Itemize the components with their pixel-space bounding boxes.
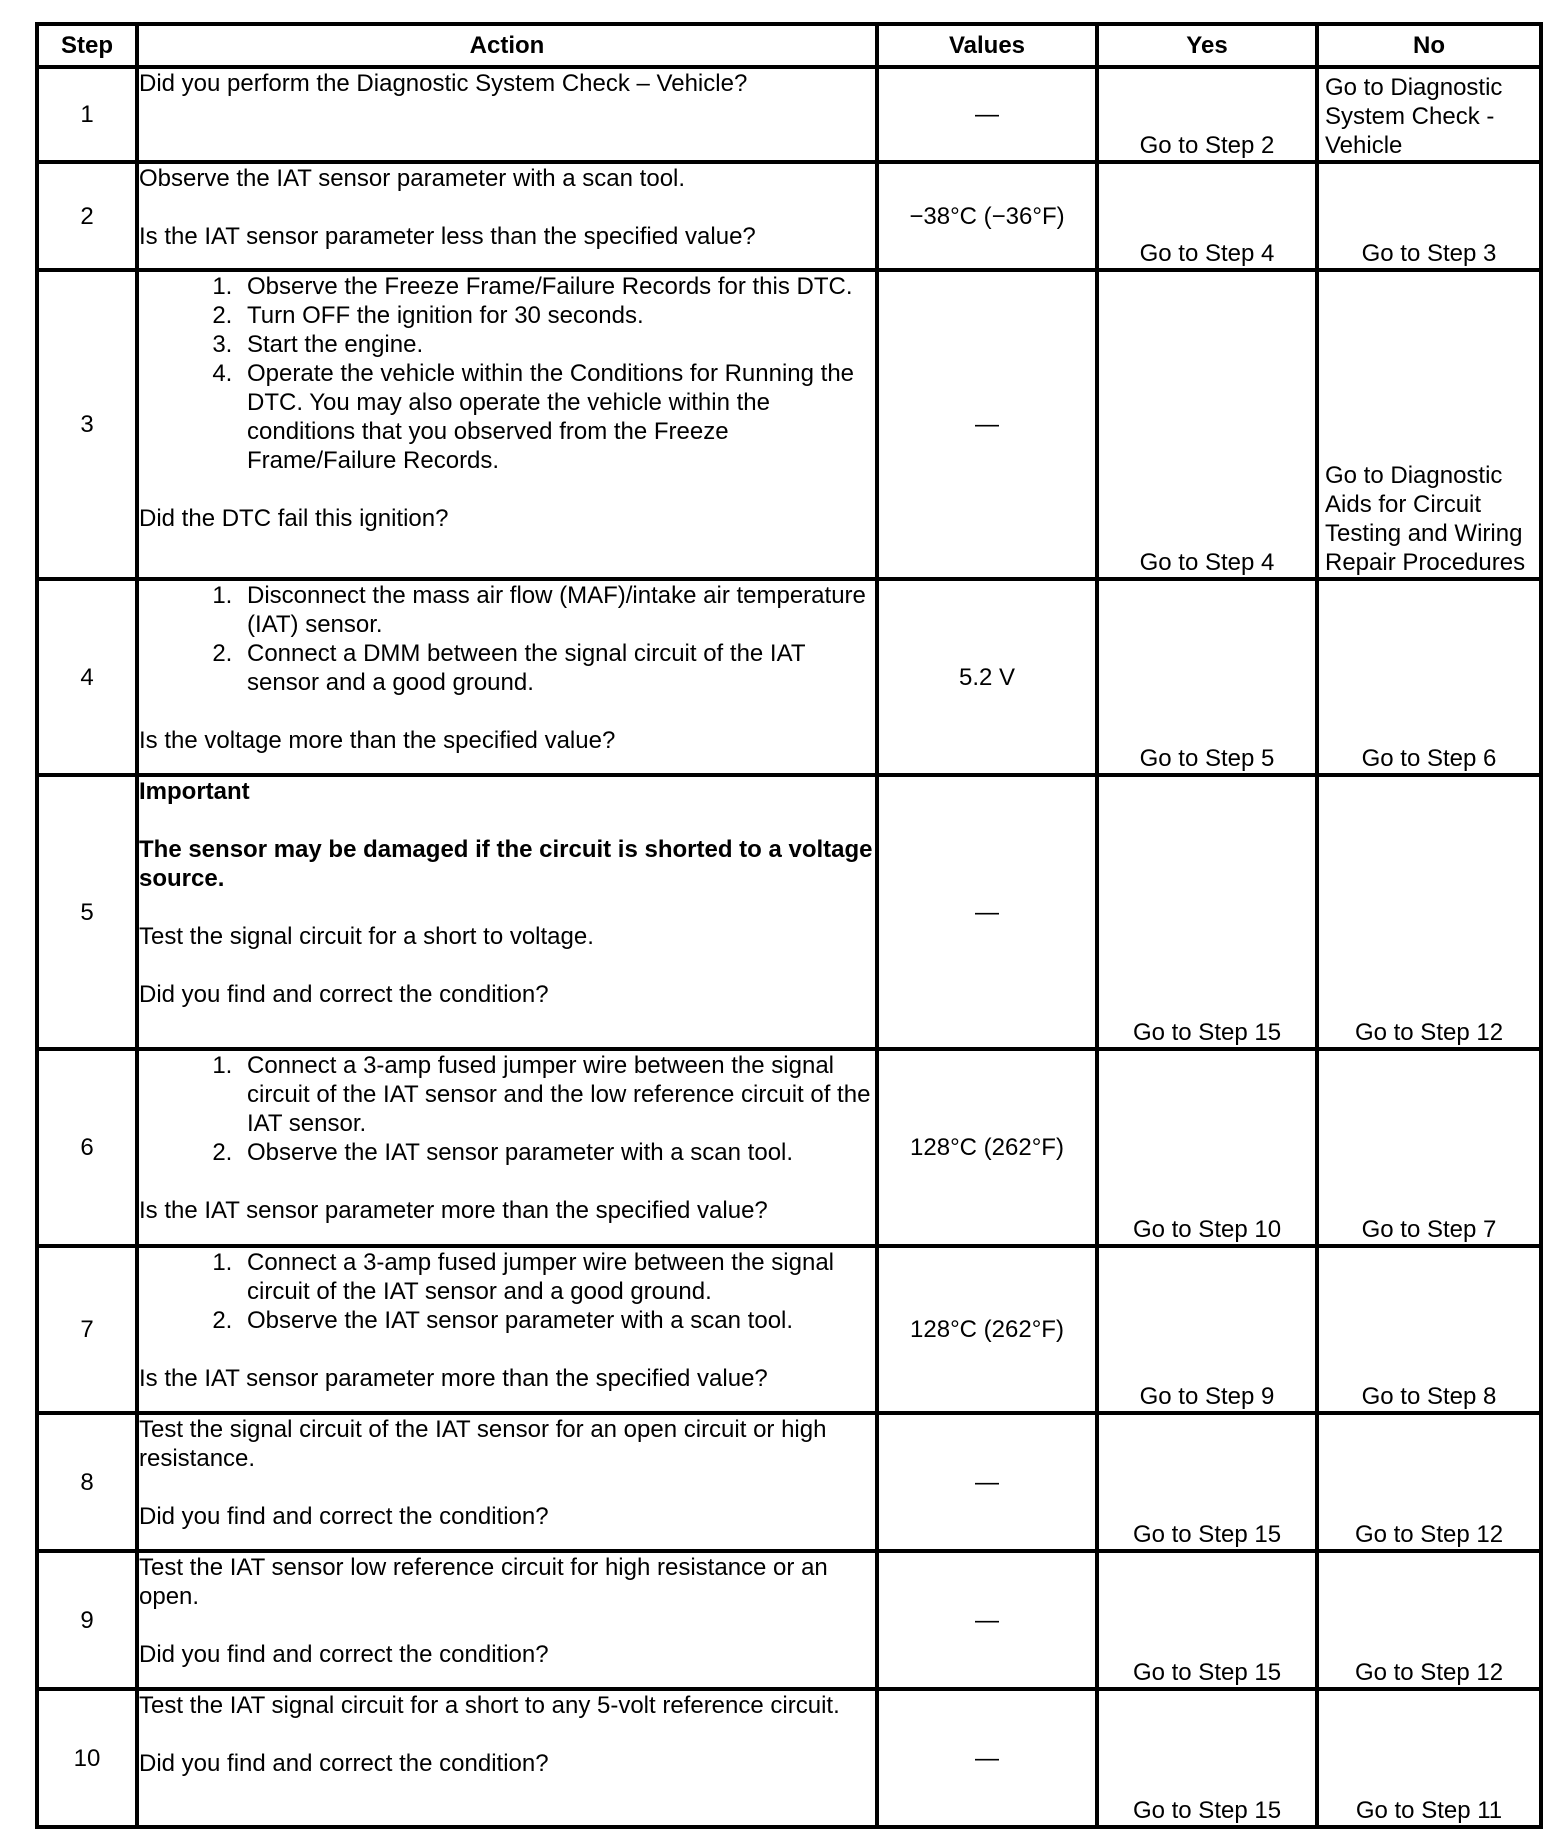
table-row [37,67,1541,162]
no-cell: Go to Diagnostic System Check - Vehicle [1317,67,1541,162]
step-number: 9 [37,1551,137,1689]
header-no: No [1317,24,1541,67]
header-step: Step [37,24,137,67]
action-cell [137,775,877,1049]
yes-cell: Go to Step 5 [1097,579,1317,775]
no-cell: Go to Step 3 [1317,162,1541,270]
table-row [37,162,1541,270]
yes-cell: Go to Step 15 [1097,775,1317,1049]
step-number: 4 [37,579,137,775]
action-cell [137,1689,877,1827]
action-question: Is the IAT sensor parameter more than the specified value? [139,1197,768,1224]
action-cell [137,1551,877,1689]
no-cell: Go to Step 7 [1317,1049,1541,1246]
yes-cell: Go to Step 4 [1097,270,1317,579]
step-number: 1 [37,67,137,162]
action-text: Test the signal circuit for a short to voltage. [139,923,594,950]
action-steps [139,1248,875,1335]
important-text: The sensor may be damaged if the circuit is shorted to a voltage source. [139,836,873,892]
action-question: Did the DTC fail this ignition? [139,505,449,532]
value-cell: — [877,1413,1097,1551]
action-text: Observe the IAT sensor parameter with a scan tool. [139,165,686,192]
value-cell: 128°C (262°F) [877,1049,1097,1246]
action-cell [137,270,877,579]
step-number: 7 [37,1246,137,1413]
yes-cell: Go to Step 4 [1097,162,1317,270]
no-cell: Go to Step 12 [1317,1413,1541,1551]
yes-cell: Go to Step 15 [1097,1413,1317,1551]
action-question: Did you find and correct the condition? [139,1750,549,1777]
action-steps [139,581,875,697]
step-number: 6 [37,1049,137,1246]
no-cell: Go to Step 8 [1317,1246,1541,1413]
action-question: Did you find and correct the condition? [139,1503,549,1530]
value-cell: — [877,1551,1097,1689]
list-item: 2. Connect a DMM between the signal circuit of the IAT sensor and a good ground. [239,639,875,697]
action-text: Did you perform the Diagnostic System Check – Vehicle? [139,70,748,97]
value-cell: — [877,775,1097,1049]
table-row [37,1246,1541,1413]
action-text: Test the signal circuit of the IAT sensor for an open circuit or high resistance. [139,1416,827,1472]
action-question: Did you find and correct the condition? [139,1641,549,1668]
action-cell [137,1413,877,1551]
no-cell: Go to Step 11 [1317,1689,1541,1827]
yes-cell: Go to Step 9 [1097,1246,1317,1413]
action-question: Is the IAT sensor parameter more than the specified value? [139,1365,768,1392]
step-number: 5 [37,775,137,1049]
table-row [37,1049,1541,1246]
header-row [37,24,1541,67]
list-item: 4. Operate the vehicle within the Conditions for Running the DTC. You may also operate the vehicle within the conditions that you observed from the Freeze Frame/Failure Records. [239,359,875,475]
value-cell: — [877,1689,1097,1827]
important-title: Important [139,778,250,805]
action-steps [139,272,875,475]
table-row [37,1689,1541,1827]
step-number: 8 [37,1413,137,1551]
step-number: 3 [37,270,137,579]
value-cell: 128°C (262°F) [877,1246,1097,1413]
table-row [37,579,1541,775]
no-cell: Go to Step 12 [1317,775,1541,1049]
table-row [37,270,1541,579]
value-cell: — [877,270,1097,579]
list-item: 1. Connect a 3-amp fused jumper wire between the signal circuit of the IAT sensor and a good ground. [239,1248,875,1306]
list-item: 2. Observe the IAT sensor parameter with a scan tool. [239,1138,875,1167]
table-row [37,1413,1541,1551]
action-text: Test the IAT sensor low reference circuit for high resistance or an open. [139,1554,828,1610]
action-question: Is the IAT sensor parameter less than the specified value? [139,223,756,250]
value-cell: −38°C (−36°F) [877,162,1097,270]
action-cell [137,1246,877,1413]
header-action: Action [137,24,877,67]
action-question: Is the voltage more than the specified value? [139,727,616,754]
action-cell [137,579,877,775]
diagnostic-table [35,22,1543,1829]
action-cell [137,67,877,162]
action-question: Did you find and correct the condition? [139,981,549,1008]
action-text: Test the IAT signal circuit for a short to any 5-volt reference circuit. [139,1692,840,1719]
action-cell [137,1049,877,1246]
step-number: 2 [37,162,137,270]
list-item: 1. Observe the Freeze Frame/Failure Records for this DTC. [239,272,875,301]
value-cell: 5.2 V [877,579,1097,775]
value-cell: — [877,67,1097,162]
step-number: 10 [37,1689,137,1827]
list-item: 2. Observe the IAT sensor parameter with a scan tool. [239,1306,875,1335]
table-row [37,775,1541,1049]
yes-cell: Go to Step 15 [1097,1689,1317,1827]
list-item: 2. Turn OFF the ignition for 30 seconds. [239,301,875,330]
header-values: Values [877,24,1097,67]
list-item: 1. Connect a 3-amp fused jumper wire between the signal circuit of the IAT sensor and the low reference circuit of the IAT sensor. [239,1051,875,1138]
list-item: 3. Start the engine. [239,330,875,359]
no-cell: Go to Diagnostic Aids for Circuit Testing and Wiring Repair Procedures [1317,270,1541,579]
header-yes: Yes [1097,24,1317,67]
yes-cell: Go to Step 2 [1097,67,1317,162]
yes-cell: Go to Step 15 [1097,1551,1317,1689]
no-cell: Go to Step 6 [1317,579,1541,775]
yes-cell: Go to Step 10 [1097,1049,1317,1246]
table-row [37,1551,1541,1689]
action-cell [137,162,877,270]
list-item: 1. Disconnect the mass air flow (MAF)/intake air temperature (IAT) sensor. [239,581,875,639]
no-cell: Go to Step 12 [1317,1551,1541,1689]
action-steps [139,1051,875,1167]
